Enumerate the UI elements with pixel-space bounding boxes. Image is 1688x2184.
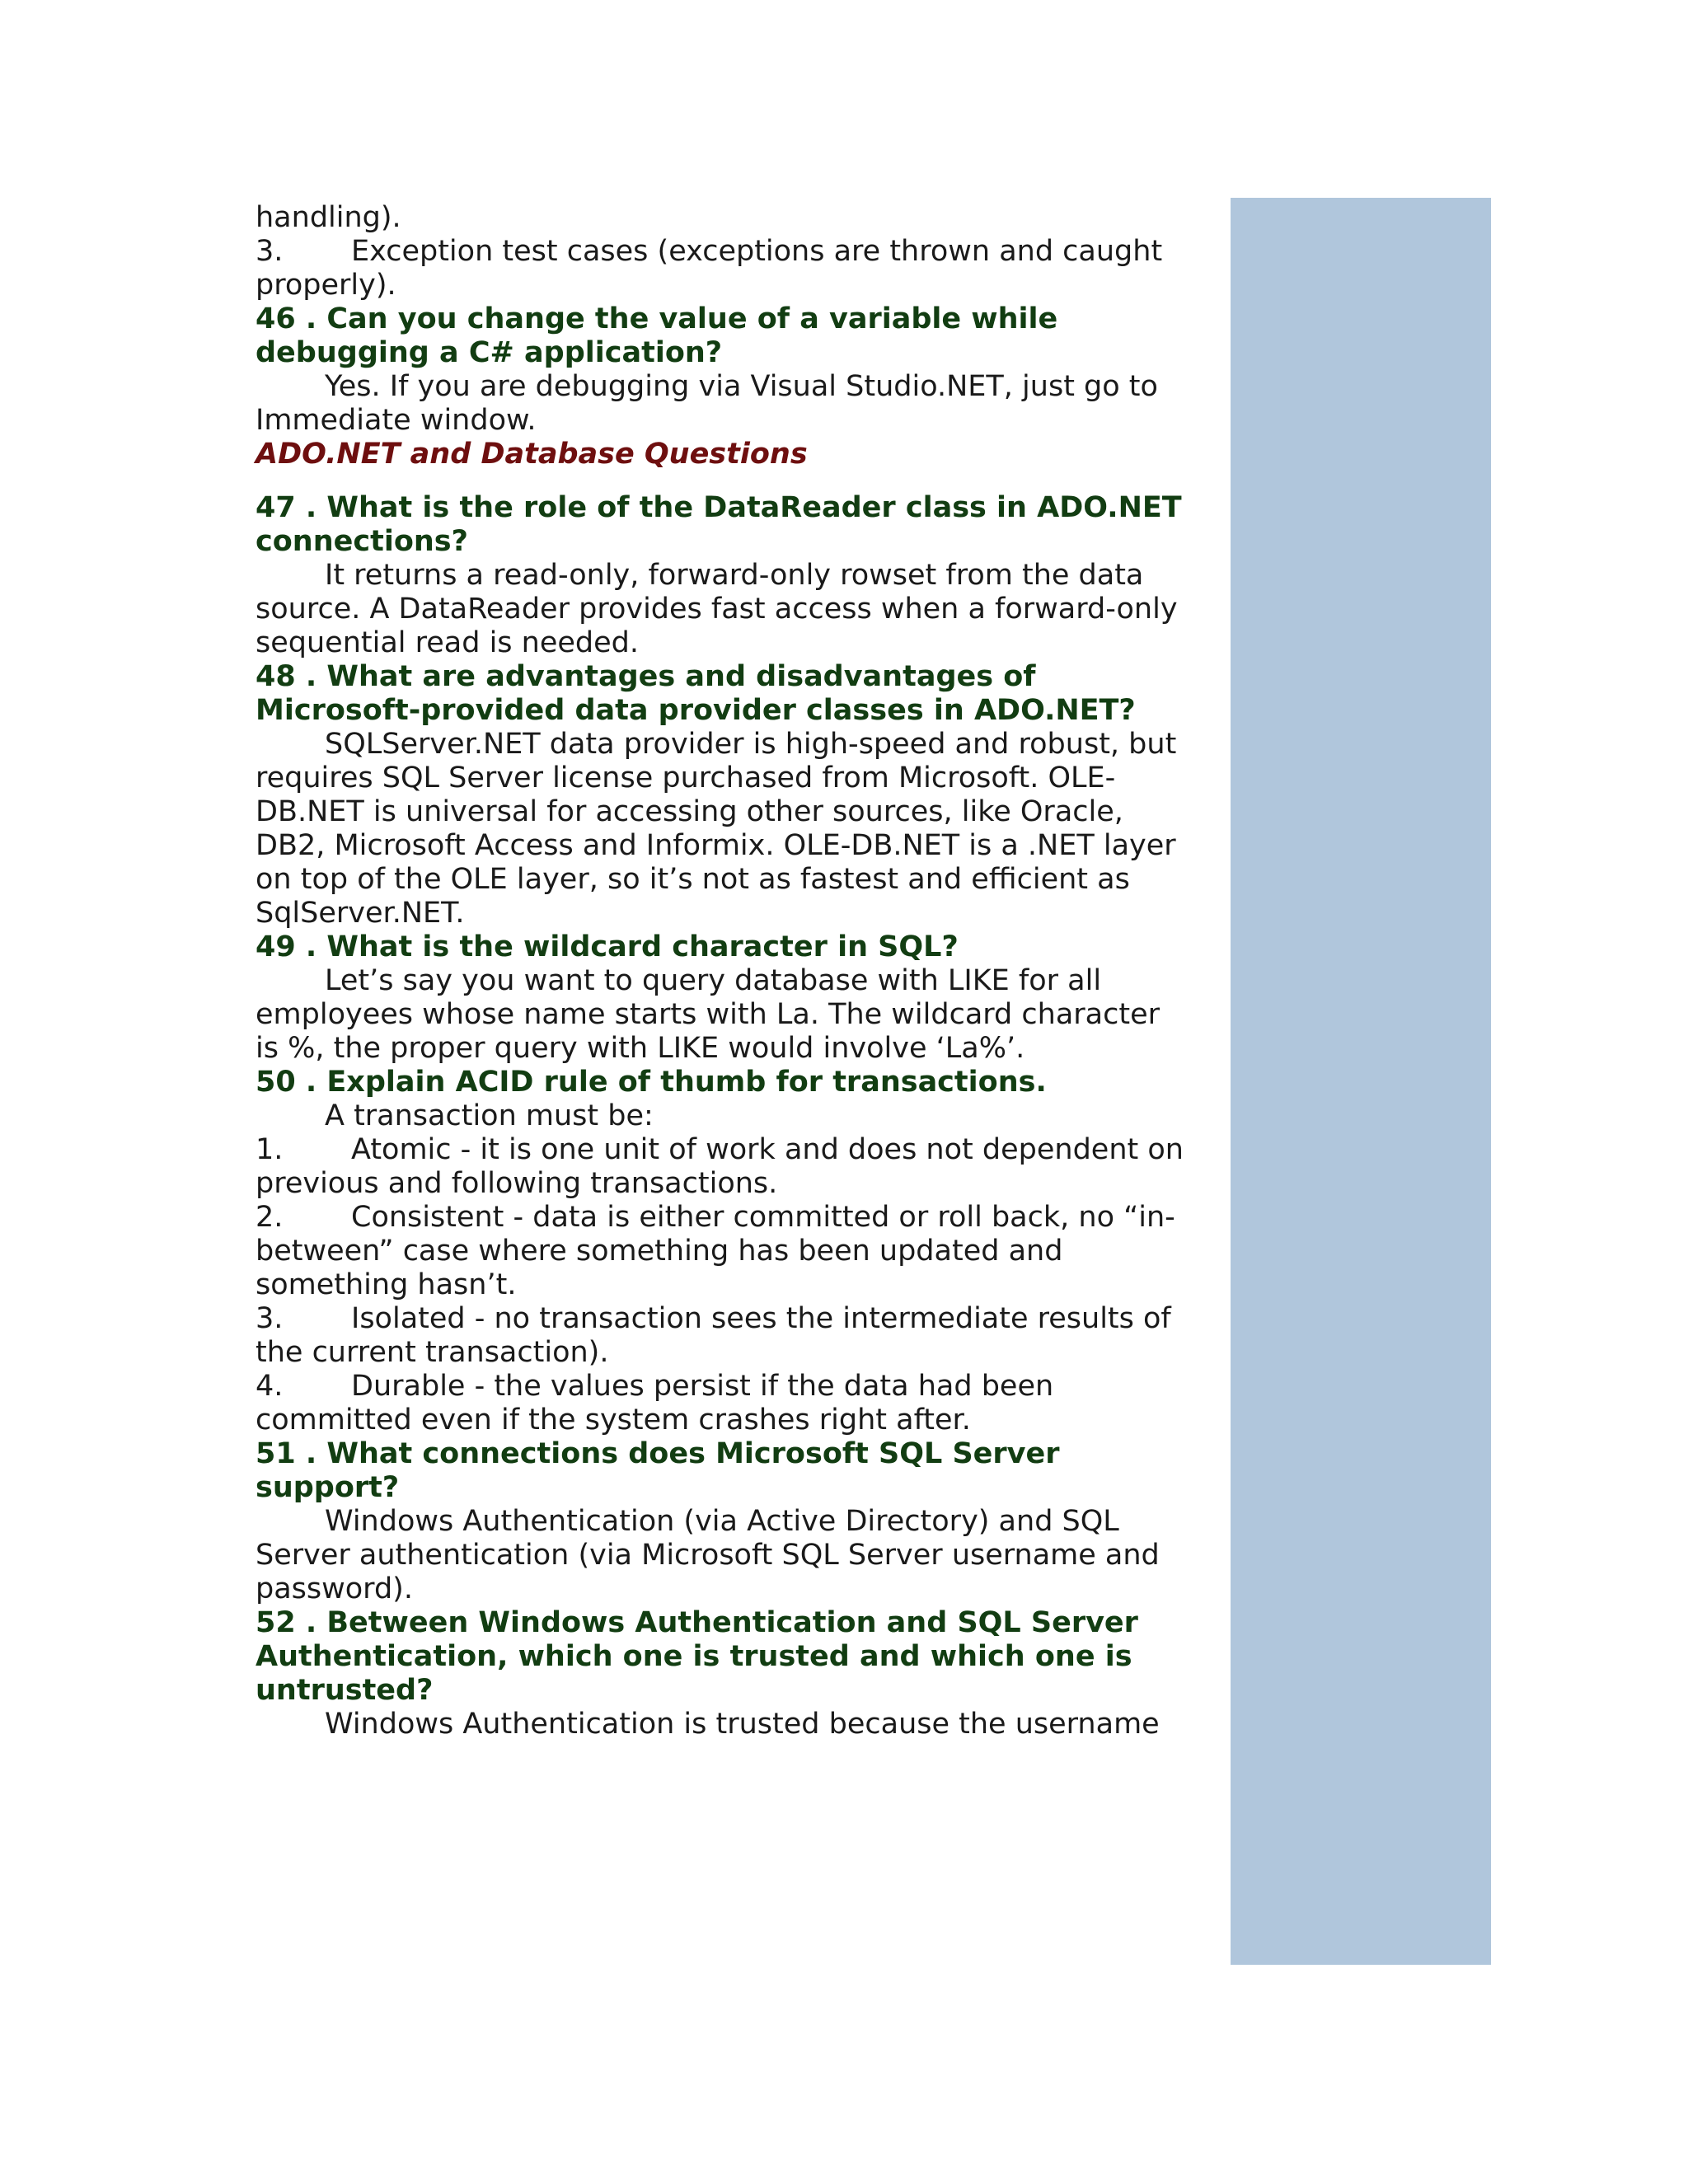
list-text: Atomic - it is one unit of work and does not dependent on [351,1133,1184,1166]
list-text: Exception test cases (exceptions are thrown and caught [351,235,1163,268]
answer-47: It returns a read-only, forward-only rowset from the data source. A DataReader provides fast access when a forward-only sequential read is needed. [256,559,1178,659]
list-number: 3. [256,235,284,268]
list-text: Isolated - no transaction sees the intermediate results of [351,1302,1171,1335]
list-number: 4. [256,1370,284,1403]
list-text: Durable - the values persist if the data had been [351,1370,1054,1403]
answer-51: Windows Authentication (via Active Directory) and SQL Server authentication (via Microsoft SQL Server username and password). [256,1505,1160,1605]
list-text-continued: between” case where something has been updated and something hasn’t. [256,1235,1063,1301]
question-49: 49 . What is the wildcard character in SQL? [256,930,959,963]
list-text-continued: previous and following transactions. [256,1167,778,1200]
list-text: Consistent - data is either committed or roll back, no “in- [351,1201,1175,1234]
list-item [256,1201,1187,1235]
question-51: 51 . What connections does Microsoft SQL Server support? [256,1437,1060,1504]
question-50: 50 . Explain ACID rule of thumb for transactions. [256,1066,1047,1099]
list-text-continued: the current transaction). [256,1336,609,1369]
list-text-continued: properly). [256,269,396,302]
question-47: 47 . What is the role of the DataReader class in ADO.NET connections? [256,491,1182,558]
question-46: 46 . Can you change the value of a variable while debugging a C# application? [256,302,1058,369]
list-item [256,1133,1187,1167]
acid-list [256,1133,1187,1437]
list-item [256,235,1187,269]
question-52: 52 . Between Windows Authentication and SQL Server Authentication, which one is trusted and which one is untrusted? [256,1606,1138,1707]
question-48: 48 . What are advantages and disadvantages of Microsoft-provided data provider classes in ADO.NET? [256,660,1136,727]
sidebar-panel [1231,198,1491,1965]
section-title: ADO.NET and Database Questions [256,438,808,471]
list-number: 2. [256,1201,284,1234]
answer-52: Windows Authentication is trusted because the username [325,1708,1160,1741]
list-text-continued: committed even if the system crashes right after. [256,1404,971,1436]
list-number: 1. [256,1133,284,1166]
answer-46: Yes. If you are debugging via Visual Studio.NET, just go to Immediate window. [256,370,1158,437]
list-item [256,1302,1187,1336]
answer-48: SQLServer.NET data provider is high-speed and robust, but requires SQL Server license purchased from Microsoft. OLE-DB.NET is universal for accessing other sources, like Oracle, DB2, Microsoft Access and Informix. OLE-DB.NET is a .NET layer on top of the OLE layer, so it’s not as fastest and efficient as SqlServer.NET. [256,728,1177,930]
list-number: 3. [256,1302,284,1335]
page-body [256,201,1187,1741]
answer-50-intro: A transaction must be: [325,1099,654,1132]
answer-49: Let’s say you want to query database with LIKE for all employees whose name starts with La. The wildcard character is %, the proper query with LIKE would involve ‘La%’. [256,964,1160,1065]
list-item [256,1370,1187,1404]
intro-line: handling). [256,201,401,234]
